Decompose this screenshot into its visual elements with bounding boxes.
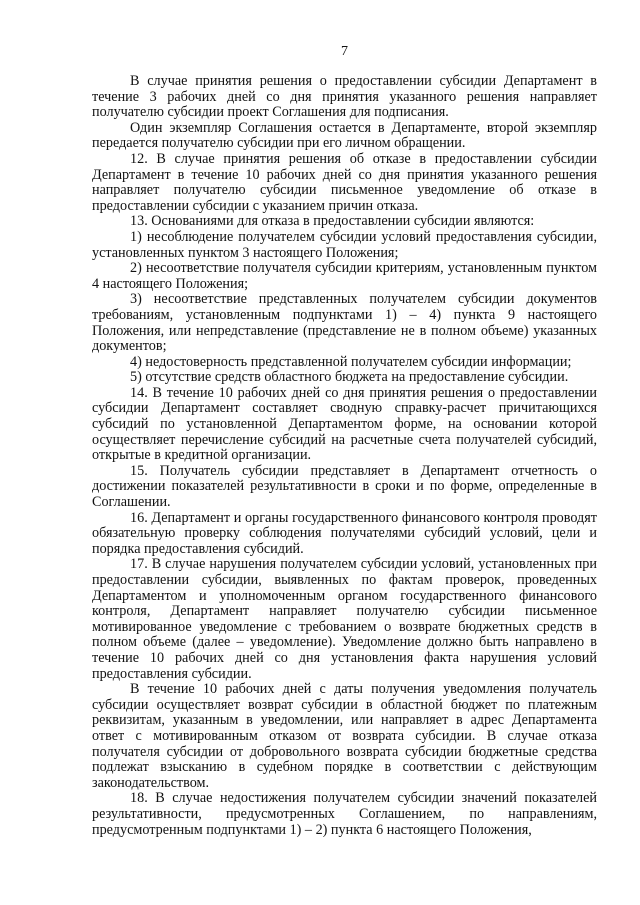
list-item: 4) недостоверность представленной получателем субсидии информации; [130, 353, 572, 370]
list-item: 3) несоответствие представленных получателем субсидии документов требованиям, установленным подпунктами 1) – 4) пункта 9 настоящего Положения, или непредставление (представление не в полном объеме) указанных документов; [92, 291, 597, 355]
page-number: 7 [341, 44, 348, 59]
paragraph: 17. В случае нарушения получателем субсидии условий, установленных при предоставлении субсидии, выявленных по фактам проверок, проведенных Департаментом и уполномоченным органом государственного финансового контроля, Департамент направляет получателю субсидии письменное мотивированное уведомление с требованием о возврате бюджетных средств в полном объеме (далее – уведомление). Уведомление должно быть направлено в течение 10 рабочих дней со дня установления факта нарушения условий предоставления субсидии. [92, 556, 597, 682]
paragraph: 16. Департамент и органы государственного финансового контроля проводят обязательную проверку соблюдения получателями субсидий условий, цели и порядка предоставления субсидий. [92, 509, 597, 557]
paragraph: Один экземпляр Соглашения остается в Департаменте, второй экземпляр передается получателю субсидии при его личном обращении. [92, 119, 597, 152]
paragraph: В течение 10 рабочих дней с даты получения уведомления получатель субсидии осуществляет возврат субсидии в областной бюджет по платежным реквизитам, указанным в уведомлении, или направляет в адрес Департамента ответ с мотивированным отказом от возврата субсидии. В случае отказа получателя субсидии от добровольного возврата субсидии бюджетные средства подлежат взысканию в судебном порядке в соответствии с действующим законодательством. [92, 681, 597, 791]
paragraph: 13. Основаниями для отказа в предоставлении субсидии являются: [130, 213, 535, 230]
paragraph: 14. В течение 10 рабочих дней со дня принятия решения о предоставлении субсидии Департамент составляет сводную справку-расчет причитающихся субсидий по установленной Департаментом форме, на основании которой осуществляет перечисление субсидий на расчетные счета получателей субсидий, открытые в кредитной организации. [92, 384, 597, 464]
paragraph: 12. В случае принятия решения об отказе в предоставлении субсидии Департамент в течение 10 рабочих дней со дня принятия указанного решения направляет получателю субсидии письменное уведомление об отказе в предоставлении субсидии с указанием причин отказа. [92, 150, 597, 214]
document-body [92, 74, 597, 838]
list-item: 2) несоответствие получателя субсидии критериям, установленным пунктом 4 настоящего Положения; [92, 260, 597, 292]
list-item: 5) отсутствие средств областного бюджета на предоставление субсидии. [130, 369, 569, 386]
paragraph: 18. В случае недостижения получателем субсидии значений показателей результативности, предусмотренных Соглашением, по направлениям, предусмотренным подпунктами 1) – 2) пункта 6 настоящего Положения, [92, 790, 597, 838]
paragraph: В случае принятия решения о предоставлении субсидии Департамент в течение 3 рабочих дней со дня принятия указанного решения направляет получателю субсидии проект Соглашения для подписания. [92, 73, 597, 121]
list-item: 1) несоблюдение получателем субсидии условий предоставления субсидии, установленных пунктом 3 настоящего Положения; [92, 228, 597, 261]
paragraph: 15. Получатель субсидии представляет в Департамент отчетность о достижении показателей результативности в сроки и по форме, определенные в Соглашении. [92, 462, 597, 511]
